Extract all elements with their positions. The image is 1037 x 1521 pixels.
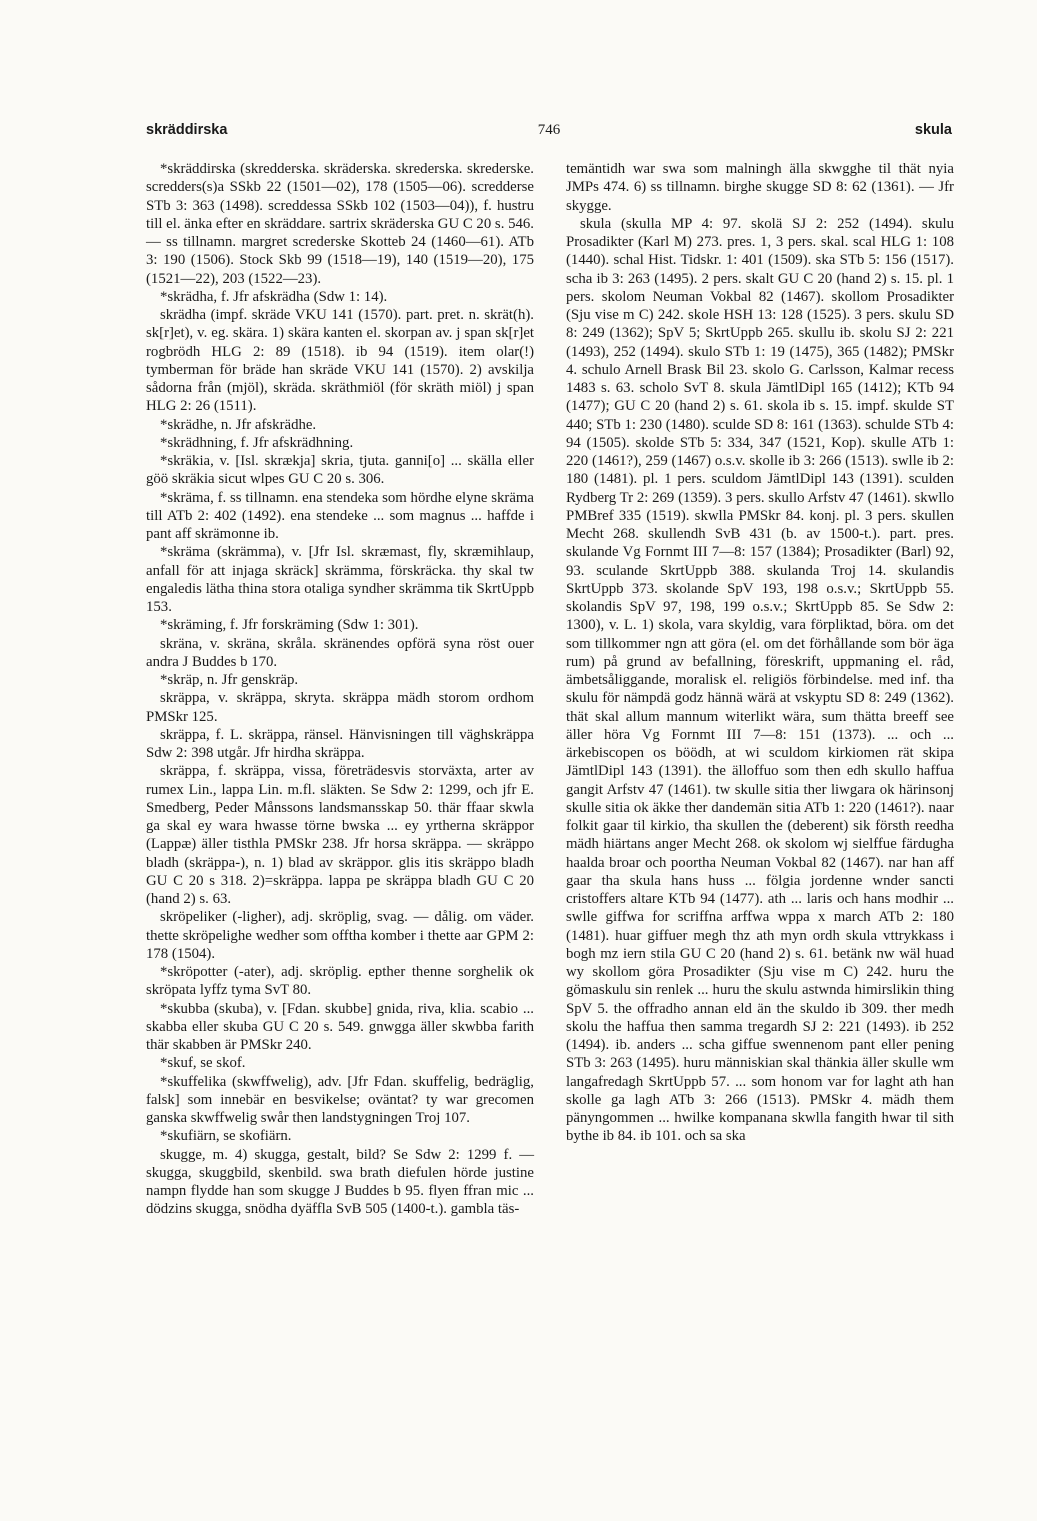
- entry-skrappa-v: skräppa, v. skräppa, skryta. skräppa mädh storom ordhom PMSkr 125.: [146, 690, 534, 725]
- entry-skradha-f: *skrädha, f. Jfr afskrädha (Sdw 1: 14).: [160, 288, 388, 305]
- entry-skubba: *skubba (skuba), v. [Fdan. skubbe] gnida, riva, klia. scabio ... skabba eller skuba GU C 20 s. 549. gnwgga äller skwbba farith thär skabben är PMSkr 240.: [146, 1000, 534, 1053]
- entry-skradhe: *skrädhe, n. Jfr afskrädhe.: [160, 416, 317, 433]
- entry-skrappa-f-1: skräppa, f. L. skräppa, ränsel. Hänvisningen till väghskräppa Sdw 2: 398 utgår. Jfr hirdha skräppa.: [146, 726, 534, 761]
- entry-skrappa-f-2: skräppa, f. skräppa, vissa, företrädesvis storväxta, arter av rumex Lin., lappa Lin. m.fl. släkten. Se Sdw 2: 1299, och jfr E. Smedberg, Peder Månssons landsmansskap 50. thär ffaar skwla ga skal ey wara hwasse törne bwska ... ey yrtherna skräppor (Lappæ) äller tisthla PMSkr 238. Jfr horsa skräppa. — skräppo bladh (skräppa-), n. 1) blad av skräppor. glis itis skräppo bladh GU C 20 s 318. 2)=skräppa. lappa pe skräppa bladh GU C 20 (hand 2) s. 63.: [146, 763, 534, 907]
- entry-skrama-f: *skräma, f. ss tillnamn. ena stendeka som hördhe elyne skräma till ATb 2: 402 (1492). ena stendeke ... som magnus ... haffde i pant aff skrämonne ib.: [146, 489, 534, 542]
- guide-word-right: skula: [914, 122, 952, 138]
- entry-skraddirska: *skräddirska (skredderska. skräderska. skrederska. skrederske. scredders(s)a SSkb 22 (1501—02), 178 (1505—06). scredderse STb 3: 363 (1498). screddessa SSkb 102 (1503—04)), f. hustru till el. änka efter en skräddare. sartrix skräderska GU C 20 s. 546. — ss tillnamn. margret screderske Skotteb 24 (1460—61). ATb 3: 190 (1506). Stock Skb 99 (1518—19), 140 (1519—20), 175 (1521—22), 203 (1522—23).: [146, 161, 534, 287]
- entry-skradhning: *skrädhning, f. Jfr afskrädhning.: [160, 434, 354, 451]
- entry-skugge: skugge, m. 4) skugga, gestalt, bild? Se Sdw 2: 1299 f. — skugga, skuggbild, skenbild. swa brath diefulen hörde justine nampn flydde han som skugge J Buddes b 95. flyen ffran mic ... dödzins skugga, snödha dyäffla SvB 505 (1400-t.). gambla täs-: [146, 1146, 534, 1218]
- entry-skraming: *skräming, f. Jfr forskräming (Sdw 1: 301).: [160, 617, 419, 634]
- entry-skropotter: *skröpotter (-ater), adj. skröplig. epther thenne sorghelik ok skröpata lyffz tyma SvT 80.: [146, 964, 534, 999]
- running-head: [146, 122, 952, 142]
- entry-skropeliker: skröpeliker (-ligher), adj. skröplig, svag. — dålig. om väder. thette skröpelighe wedher som offtha komber i thette aar GPM 2: 178 (1504).: [146, 909, 534, 962]
- entry-skrap: *skräp, n. Jfr genskräp.: [160, 672, 299, 688]
- entry-skuf: *skuf, se skof.: [160, 1055, 246, 1072]
- entry-skufiarn: *skufiärn, se skofiärn.: [160, 1128, 292, 1145]
- page-number: 746: [537, 122, 561, 138]
- left-column: [146, 160, 534, 1219]
- entry-skula: skula (skulla MP 4: 97. skolä SJ 2: 252 (1494). skulu Prosadikter (Karl M) 273. pres. 1, 3 pers. skal. scal HLG 1: 108 (1440). schal Hist. Tidskr. 1: 401 (1509). ska STb 5: 156 (1517). scha ib 3: 263 (1495). 2 pers. skalt GU C 20 (hand 2) s. 15. pl. 1 pers. skolom Neuman Vokbal 82 (1467). skollom Prosadikter (Sju vise m C) 242. skole HSH 13: 128 (1525). 3 pers. skulu SD 8: 249 (1362); SpV 5; SkrtUppb 265. skullu ib. skolu SJ 2: 221 (1493), 252 (1494). skulo STb 1: 19 (1475), 365 (1482); PMSkr 4. schulo Arnell Brask Bil 23. skolo G. Carlsson, Kalmar recess 1483 s. 63. scholo SvT 8. skula JämtlDipl 165 (1412); KTb 94 (1477); GU C 20 (hand 2) s. 61. skola ib s. 15. impf. skulde ST 440; STb 1: 230 (1480). sculde SD 8: 161 (1363). schulde STb 4: 94 (1505). skolde STb 5: 334, 347 (1521, Kop). skulle ATb 1: 220 (1461?), 259 (1467) o.s.v. skolle ib 3: 266 (1513). swlle ib 2: 180 (1481). pl. 1 pers. sculdom JämtlDipl 143 (1391). sculden Rydberg Tr 2: 269 (1359). 3 pers. skullo Arfstv 47 (1461). skwllo PMBref 335 (1519). skwlla PMSkr 84. konj. pl. 3 pers. skullen Mecht 268. skullendh SvB 431 (b. av 1500-t.). part. pres. skulande Vg Fornmt III 7—8: 157 (1384); Prosadikter (Barl) 92, 93. sculande SkrtUppb 388. skulanda Troj 14. skulandis SkrtUppb 373. skolande SpV 193, 198 o.s.v.; SkrtUppb 55. skolandis SpV 97, 198, 199 o.s.v.; SkrtUppb 85. Se Sdw 2: 1300), v. L. 1) skola, vara skyldig, vara förpliktad, böra. om det som tillkommer ngn att göra (el. om det förhållande som bör äga rum) på grund av befallning, föreskrift, uppmaning el. råd, ämbetsåliggande, moralisk el. religiös förbindelse. med inf. tha skulu för nämpdä godz hännä wärä at vskyptu SD 8: 249 (1362). thät skal allum mannum witerlikt wära, sum thätta breeff see äller höra Vg Fornmt III 7—8: 151 (1373). ... och ... ärkebiscopen os böödh, at wi sculdom kirkiomen rät skipa JämtlDipl 143 (1391). the älloffuo som then edh skullo haffua gangit Arfstv 47 (1461). tw skulle sitia ther liwgara ok härinsonj skulle sitia ok äkke ther dandemän sitia ATb 1: 220 (1461?). naar folkit gaar til kirkio, tha skullen the (deberent) sik försth reedha mädh hiärtans anger Mecht 268. ok skolom wj sielffue färdugha haalda broar och poortha Neuman Vokbal 82 (1467). nar han aff gaar tha skula hans huss ... fölgia jordenne wnder sancti cristoffers altare KTb 94 (1477). ath ... laris och hans modhir ... swlle giffwa for scriffna arffwa wppa x march ATb 2: 180 (1481). huar giffuer megh thz ath myn ordh skula vttrykkass i bogh mz iern stila GU C 20 (hand 2) s. 61. betänk nw wäl huad wy skollom göra Prosadikter (Sju vise m C) 242. huru the gömaskulu sin renlek ... huru the skulu astwnda himirslikin thing SpV 5. the offradho annan eld än the skuldo ib 309. ther medh skolu the haffua then samma tregardh SJ 2: 221 (1493). ib 252 (1494). ib. anders ... scha giffue swennenom pant eller pening STb 3: 263 (1495). huru människian skal thänkia äller skulle wm langafredagh SkrtUppb 57. ... som honom var for laght ath han skolle ga lagh ATb 3: 266 (1513). PMSkr 4. mädh them pänyngommen ... hwilke kompanana skwlla fangith hwar til sith bythe ib 84. ib 101. och sa ska: [566, 215, 954, 1145]
- entry-skradha-v: skrädha (impf. skräde VKU 141 (1570). part. pret. n. skrät(h). sk[r]et), v. eg. skära. 1) skära kanten el. skorpan av. j span sk[r]et rogbrödh HLG 2: 89 (1518). ib 94 (1519). item olar(!) tymberman för bräde han skräde VKU 141 (1570). 2) avskilja sådorna från (mjöl), skräda. skräthmiöl (för skräth miöl) j span HLG 2: 26 (1511).: [146, 307, 534, 415]
- guide-word-left: skräddirska: [146, 122, 228, 138]
- right-column: [566, 160, 954, 1146]
- entry-skrana: skräna, v. skräna, skråla. skränendes opförä syna röst ouer andra J Buddes b 170.: [146, 635, 534, 670]
- entry-skugge-continued: temäntidh war swa som malningh älla skwgghe til thät nyia JMPs 474. 6) ss tillnamn. birghe skugge SD 8: 62 (1361). — Jfr skygge.: [566, 161, 954, 214]
- entry-skrakia: *skräkia, v. [Isl. skrækja] skria, tjuta. ganni[o] ... skälla eller göö skräkia sicut wlpes GU C 20 s. 306.: [146, 453, 534, 488]
- entry-skuffelika: *skuffelika (skwffwelig), adv. [Jfr Fdan. skuffelig, bedräglig, falsk] som innebär en besvikelse; oväntat? ty war grecomen ganska skwffwelig swår then landstygningen Troj 107.: [146, 1073, 534, 1126]
- entry-skrama-v: *skräma (skrämma), v. [Jfr Isl. skræmast, fly, skræmihlaup, anfall för att injaga skräck] skrämma, förskräcka. thy skal tw engaledis lätha thina stora otaliga syndher skrämma tik SkrtUppb 153.: [146, 544, 534, 615]
